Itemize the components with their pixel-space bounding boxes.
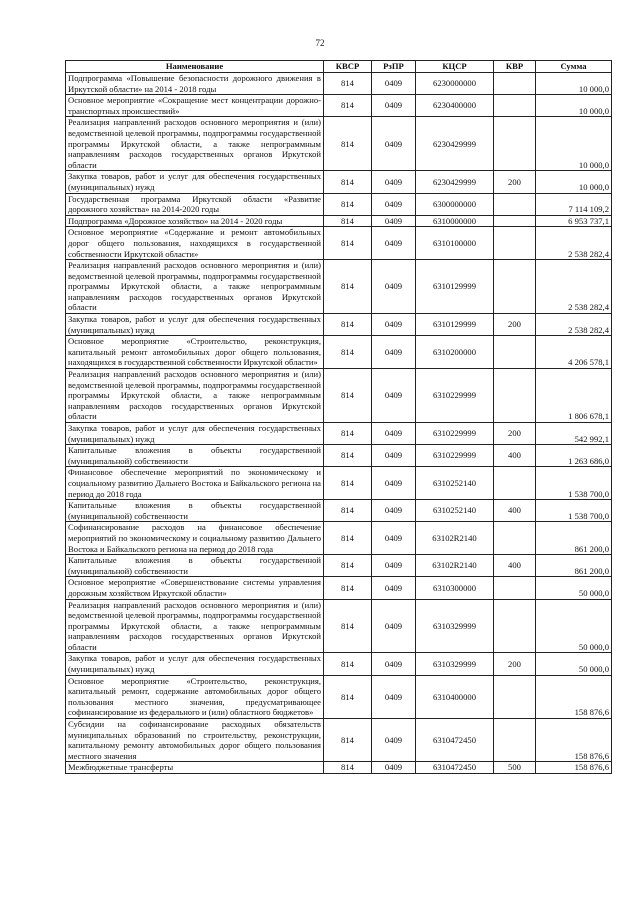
cell-name: Подпрограмма «Повышение безопасности дорожного движения в Иркутской области» на 2014 - 2018 годы (66, 73, 324, 95)
table-row (66, 369, 612, 423)
cell-kvr: 200 (494, 653, 536, 675)
cell-rzpr: 0409 (372, 762, 416, 774)
table-row (66, 117, 612, 171)
cell-kvsr: 814 (324, 467, 372, 500)
cell-rzpr: 0409 (372, 719, 416, 762)
cell-sum: 2 538 282,4 (536, 260, 612, 314)
cell-kvsr: 814 (324, 73, 372, 95)
cell-kvsr: 814 (324, 653, 372, 675)
cell-kvr: 200 (494, 171, 536, 193)
cell-kvr (494, 577, 536, 599)
cell-kcsr: 6310229999 (416, 369, 494, 423)
cell-kvr (494, 719, 536, 762)
cell-kvsr: 814 (324, 445, 372, 467)
table-row (66, 193, 612, 215)
cell-sum: 50 000,0 (536, 599, 612, 653)
cell-name: Закупка товаров, работ и услуг для обеспечения государственных (муниципальных) нужд (66, 423, 324, 445)
cell-rzpr: 0409 (372, 171, 416, 193)
cell-sum: 1 538 700,0 (536, 500, 612, 522)
cell-kvr: 400 (494, 555, 536, 577)
cell-name: Подпрограмма «Дорожное хозяйство» на 2014 - 2020 годы (66, 215, 324, 227)
cell-kcsr: 6310300000 (416, 577, 494, 599)
cell-kcsr: 6310329999 (416, 599, 494, 653)
cell-sum: 542 992,1 (536, 423, 612, 445)
table-row (66, 314, 612, 336)
cell-kcsr: 6310200000 (416, 336, 494, 369)
cell-kvr (494, 193, 536, 215)
cell-kvsr: 814 (324, 193, 372, 215)
page-number: 72 (315, 38, 325, 48)
cell-rzpr: 0409 (372, 467, 416, 500)
cell-kvr (494, 73, 536, 95)
cell-kvsr: 814 (324, 423, 372, 445)
cell-kcsr: 6300000000 (416, 193, 494, 215)
cell-kvr (494, 117, 536, 171)
cell-kvr (494, 260, 536, 314)
cell-name: Основное мероприятие «Строительство, реконструкция, капитальный ремонт автомобильных дорог общего пользования, находящихся в государственной собственности Иркутской области» (66, 336, 324, 369)
table-row (66, 171, 612, 193)
table-row (66, 95, 612, 117)
cell-sum: 10 000,0 (536, 73, 612, 95)
cell-kvr: 200 (494, 423, 536, 445)
cell-rzpr: 0409 (372, 260, 416, 314)
cell-sum: 10 000,0 (536, 95, 612, 117)
header-sum: Сумма (536, 61, 612, 73)
cell-kvsr: 814 (324, 500, 372, 522)
cell-kcsr: 63102R2140 (416, 555, 494, 577)
cell-sum: 7 114 109,2 (536, 193, 612, 215)
cell-sum: 1 538 700,0 (536, 467, 612, 500)
cell-sum: 158 876,6 (536, 675, 612, 718)
cell-kcsr: 6310129999 (416, 314, 494, 336)
cell-kvsr: 814 (324, 719, 372, 762)
cell-name: Основное мероприятие «Сокращение мест концентрации дорожно-транспортных происшествий» (66, 95, 324, 117)
cell-kcsr: 6310229999 (416, 423, 494, 445)
cell-rzpr: 0409 (372, 95, 416, 117)
budget-table (65, 60, 612, 774)
cell-rzpr: 0409 (372, 73, 416, 95)
table-row (66, 577, 612, 599)
cell-kcsr: 6230429999 (416, 171, 494, 193)
table-row (66, 599, 612, 653)
table-row (66, 522, 612, 555)
cell-rzpr: 0409 (372, 117, 416, 171)
cell-name: Реализация направлений расходов основного мероприятия и (или) ведомственной целевой программы, подпрограммы государственной программы Иркутской области, а также непрограммным направлениям расходов государственных органов Иркутской области (66, 260, 324, 314)
cell-kcsr: 6310472450 (416, 719, 494, 762)
cell-kvr (494, 467, 536, 500)
table-row (66, 500, 612, 522)
table-row (66, 227, 612, 260)
cell-name: Субсидии на софинансирование расходных обязательств муниципальных образований по строительству, реконструкции, капитальному ремонту автомобильных дорог общего пользования местного значения (66, 719, 324, 762)
cell-rzpr: 0409 (372, 227, 416, 260)
cell-kvr (494, 215, 536, 227)
header-rzpr: РзПР (372, 61, 416, 73)
cell-kcsr: 6310329999 (416, 653, 494, 675)
cell-kvsr: 814 (324, 369, 372, 423)
cell-kvr: 400 (494, 445, 536, 467)
cell-kcsr: 6310252140 (416, 467, 494, 500)
cell-kcsr: 6310100000 (416, 227, 494, 260)
table-row (66, 555, 612, 577)
cell-name: Реализация направлений расходов основного мероприятия и (или) ведомственной целевой программы, подпрограммы государственной программы Иркутской области, а также непрограммным направлениям расходов государственных органов Иркутской области (66, 599, 324, 653)
cell-rzpr: 0409 (372, 500, 416, 522)
table-row (66, 336, 612, 369)
table-row (66, 653, 612, 675)
cell-name: Основное мероприятие «Содержание и ремонт автомобильных дорог общего пользования, находящихся в государственной собственности Иркутской области» (66, 227, 324, 260)
cell-name: Межбюджетные трансферты (66, 762, 324, 774)
cell-sum: 50 000,0 (536, 653, 612, 675)
cell-sum: 4 206 578,1 (536, 336, 612, 369)
cell-kvsr: 814 (324, 260, 372, 314)
cell-name: Финансовое обеспечение мероприятий по экономическому и социальному развитию Дальнего Востока и Байкальского региона на период до 2018 года (66, 467, 324, 500)
cell-kcsr: 6310129999 (416, 260, 494, 314)
cell-sum: 2 538 282,4 (536, 314, 612, 336)
cell-kvr (494, 95, 536, 117)
cell-kvsr: 814 (324, 215, 372, 227)
cell-kvsr: 814 (324, 117, 372, 171)
table-header-row (66, 61, 612, 73)
cell-rzpr: 0409 (372, 215, 416, 227)
cell-rzpr: 0409 (372, 193, 416, 215)
cell-name: Государственная программа Иркутской области «Развитие дорожного хозяйства» на 2014-2020 годы (66, 193, 324, 215)
cell-kcsr: 6310472450 (416, 762, 494, 774)
cell-kvsr: 814 (324, 522, 372, 555)
cell-name: Капитальные вложения в объекты государственной (муниципальной) собственности (66, 445, 324, 467)
table-row (66, 215, 612, 227)
table-row (66, 423, 612, 445)
cell-kvsr: 814 (324, 599, 372, 653)
table-row (66, 445, 612, 467)
cell-kcsr: 63102R2140 (416, 522, 494, 555)
cell-kcsr: 6230000000 (416, 73, 494, 95)
cell-kvr: 500 (494, 762, 536, 774)
cell-kcsr: 6310000000 (416, 215, 494, 227)
cell-kcsr: 6230400000 (416, 95, 494, 117)
cell-name: Реализация направлений расходов основного мероприятия и (или) ведомственной целевой программы, подпрограммы государственной программы Иркутской области, а также непрограммным направлениям расходов государственных органов Иркутской области (66, 369, 324, 423)
cell-rzpr: 0409 (372, 445, 416, 467)
cell-kvsr: 814 (324, 762, 372, 774)
cell-kvsr: 814 (324, 577, 372, 599)
cell-rzpr: 0409 (372, 336, 416, 369)
cell-kvr (494, 522, 536, 555)
cell-kvr (494, 675, 536, 718)
cell-name: Капитальные вложения в объекты государственной (муниципальной) собственности (66, 555, 324, 577)
cell-name: Закупка товаров, работ и услуг для обеспечения государственных (муниципальных) нужд (66, 314, 324, 336)
cell-kvsr: 814 (324, 675, 372, 718)
cell-kvr (494, 599, 536, 653)
cell-sum: 158 876,6 (536, 762, 612, 774)
cell-kvsr: 814 (324, 314, 372, 336)
cell-sum: 1 263 686,0 (536, 445, 612, 467)
cell-sum: 2 538 282,4 (536, 227, 612, 260)
header-kcsr: КЦСР (416, 61, 494, 73)
table-row (66, 719, 612, 762)
header-name: Наименование (66, 61, 324, 73)
cell-rzpr: 0409 (372, 522, 416, 555)
cell-name: Закупка товаров, работ и услуг для обеспечения государственных (муниципальных) нужд (66, 653, 324, 675)
cell-name: Софинансирование расходов на финансовое обеспечение мероприятий по экономическому и социальному развитию Дальнего Востока и Байкальского региона на период до 2018 года (66, 522, 324, 555)
cell-sum: 1 806 678,1 (536, 369, 612, 423)
cell-name: Закупка товаров, работ и услуг для обеспечения государственных (муниципальных) нужд (66, 171, 324, 193)
cell-kvsr: 814 (324, 171, 372, 193)
cell-kcsr: 6310400000 (416, 675, 494, 718)
cell-rzpr: 0409 (372, 314, 416, 336)
header-kvsr: КВСР (324, 61, 372, 73)
cell-kvsr: 814 (324, 95, 372, 117)
cell-kvr (494, 369, 536, 423)
cell-name: Основное мероприятие «Совершенствование системы управления дорожным хозяйством Иркутской области» (66, 577, 324, 599)
cell-sum: 10 000,0 (536, 117, 612, 171)
cell-rzpr: 0409 (372, 653, 416, 675)
cell-kvr: 200 (494, 314, 536, 336)
cell-sum: 10 000,0 (536, 171, 612, 193)
cell-rzpr: 0409 (372, 369, 416, 423)
table-row (66, 762, 612, 774)
cell-kvsr: 814 (324, 555, 372, 577)
cell-kvr: 400 (494, 500, 536, 522)
cell-rzpr: 0409 (372, 577, 416, 599)
cell-name: Основное мероприятие «Строительство, реконструкция, капитальный ремонт, содержание автомобильных дорог общего пользования местного значения, предусматривающее софинансирование из федерального и (или) областного бюджетов» (66, 675, 324, 718)
table-row (66, 675, 612, 718)
cell-sum: 861 200,0 (536, 522, 612, 555)
cell-sum: 861 200,0 (536, 555, 612, 577)
cell-rzpr: 0409 (372, 423, 416, 445)
cell-rzpr: 0409 (372, 675, 416, 718)
cell-rzpr: 0409 (372, 599, 416, 653)
cell-kvsr: 814 (324, 227, 372, 260)
cell-kvsr: 814 (324, 336, 372, 369)
cell-kcsr: 6310229999 (416, 445, 494, 467)
cell-kcsr: 6230429999 (416, 117, 494, 171)
cell-kcsr: 6310252140 (416, 500, 494, 522)
cell-sum: 158 876,6 (536, 719, 612, 762)
table-row (66, 260, 612, 314)
cell-name: Реализация направлений расходов основного мероприятия и (или) ведомственной целевой программы, подпрограммы государственной программы Иркутской области, а также непрограммным направлениям расходов государственных органов Иркутской области (66, 117, 324, 171)
header-kvr: КВР (494, 61, 536, 73)
table-body (66, 73, 612, 774)
cell-rzpr: 0409 (372, 555, 416, 577)
table-row (66, 73, 612, 95)
cell-sum: 6 953 737,1 (536, 215, 612, 227)
cell-name: Капитальные вложения в объекты государственной (муниципальной) собственности (66, 500, 324, 522)
table-row (66, 467, 612, 500)
cell-kvr (494, 227, 536, 260)
cell-kvr (494, 336, 536, 369)
cell-sum: 50 000,0 (536, 577, 612, 599)
